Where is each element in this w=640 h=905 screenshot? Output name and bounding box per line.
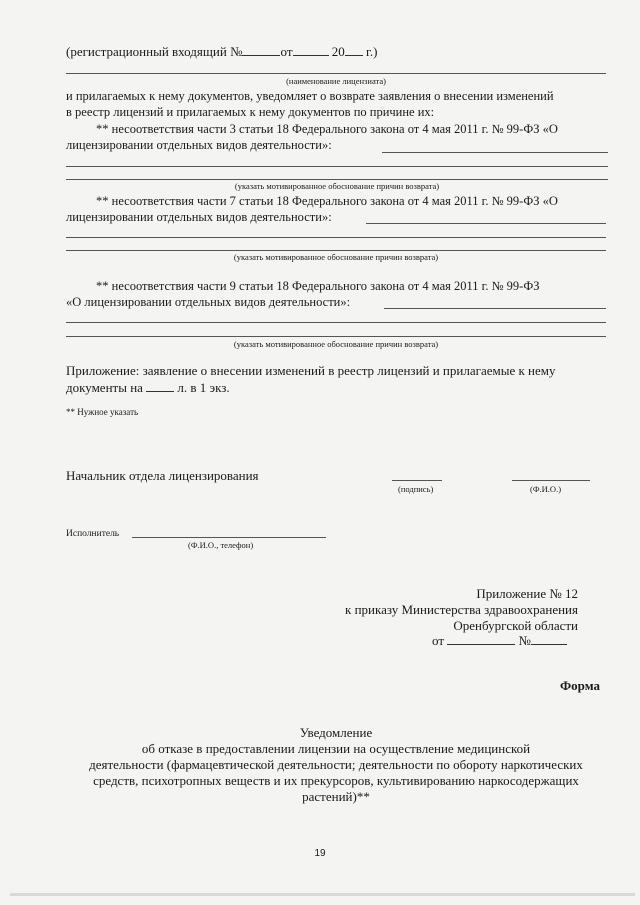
executor-label: Исполнитель xyxy=(66,529,120,539)
item-3-caption: (указать мотивированное обоснование причин возврата) xyxy=(233,339,439,349)
item-3-line-1: ** несоответствия части 9 статьи 18 Федерального закона от 4 мая 2011 г. № 99-ФЗ xyxy=(96,279,540,293)
item-1-fill-line-b xyxy=(66,166,608,167)
notice-line-4: растений)** xyxy=(302,789,370,804)
notice-line-2: деятельности (фармацевтической деятельности; деятельности по обороту наркотических xyxy=(89,757,583,772)
item-2-caption: (указать мотивированное обоснование причин возврата) xyxy=(233,252,439,262)
annex-date-blank xyxy=(447,633,515,645)
annex-line-1: Приложение № 12 xyxy=(476,586,578,601)
annex-number-blank xyxy=(531,633,567,645)
item-2-line-2: лицензировании отдельных видов деятельности»: xyxy=(66,210,332,224)
annex-num: № xyxy=(518,633,531,648)
item-1-line-1: ** несоответствия части 3 статьи 18 Федерального закона от 4 мая 2011 г. № 99-ФЗ «О xyxy=(96,122,558,136)
item-1-line-2: лицензировании отдельных видов деятельности»: xyxy=(66,138,332,152)
registration-year: 20 xyxy=(331,44,345,59)
reg-number-blank xyxy=(242,44,280,56)
appendix-line-1: Приложение: заявление о внесении изменений в реестр лицензий и прилагаемые к нему xyxy=(66,363,556,378)
name-caption: (Ф.И.О.) xyxy=(530,484,562,494)
paragraph-1-line-1: и прилагаемых к нему документов, уведомляет о возврате заявления о внесении изменений xyxy=(66,89,554,103)
notice-title: Уведомление xyxy=(299,725,373,740)
registration-prefix: (регистрационный входящий № xyxy=(66,44,243,59)
caption-licensee: (наименование лицензиата) xyxy=(286,76,386,86)
item-1-caption: (указать мотивированное обоснование причин возврата) xyxy=(234,181,440,191)
licensee-name-line xyxy=(66,73,606,74)
item-2-fill-line-a xyxy=(366,223,606,224)
paragraph-1-line-2: в реестр лицензий и прилагаемых к нему документов по причине их: xyxy=(66,105,435,119)
signature-line xyxy=(392,480,442,481)
annex-line-3: Оренбургской области xyxy=(453,618,578,633)
item-3-fill-line-b xyxy=(66,322,606,323)
item-3-line-2: «О лицензировании отдельных видов деятельности»: xyxy=(66,295,351,309)
annex-line-2: к приказу Министерства здравоохранения xyxy=(345,602,578,617)
item-2-fill-line-b xyxy=(66,237,606,238)
appendix-prefix: документы на xyxy=(66,380,143,395)
scan-artifact xyxy=(10,893,635,896)
item-2-fill-line-c xyxy=(66,250,606,251)
annex-ot: от xyxy=(432,633,445,648)
registration-suffix: г.) xyxy=(362,44,378,59)
reg-year-blank xyxy=(345,44,363,56)
item-2-line-1: ** несоответствия части 7 статьи 18 Федерального закона от 4 мая 2011 г. № 99-ФЗ «О xyxy=(96,194,558,208)
name-line xyxy=(512,480,590,481)
form-label: Форма xyxy=(560,678,600,693)
appendix-pages-blank xyxy=(146,380,174,392)
item-1-fill-line-a xyxy=(382,152,608,153)
signature-position: Начальник отдела лицензирования xyxy=(66,468,259,483)
appendix-suffix: л. в 1 экз. xyxy=(174,380,230,395)
registration-ot: от xyxy=(280,44,293,59)
item-1-fill-line-c xyxy=(66,179,608,180)
notice-line-3: средств, психотропных веществ и их прекурсоров, культивированию наркосодержащих xyxy=(93,773,579,788)
registration-line xyxy=(66,44,377,59)
executor-line xyxy=(132,537,326,538)
annex-line-4 xyxy=(432,633,567,648)
item-3-fill-line-c xyxy=(66,336,606,337)
appendix-line-2 xyxy=(66,380,230,395)
signature-caption: (подпись) xyxy=(398,484,434,494)
executor-caption: (Ф.И.О., телефон) xyxy=(188,540,254,550)
reg-date-blank xyxy=(293,44,329,56)
page-number: 19 xyxy=(314,848,326,859)
footnote: ** Нужное указать xyxy=(66,407,139,417)
item-3-fill-line-a xyxy=(384,308,606,309)
notice-line-1: об отказе в предоставлении лицензии на осуществление медицинской xyxy=(141,741,531,756)
